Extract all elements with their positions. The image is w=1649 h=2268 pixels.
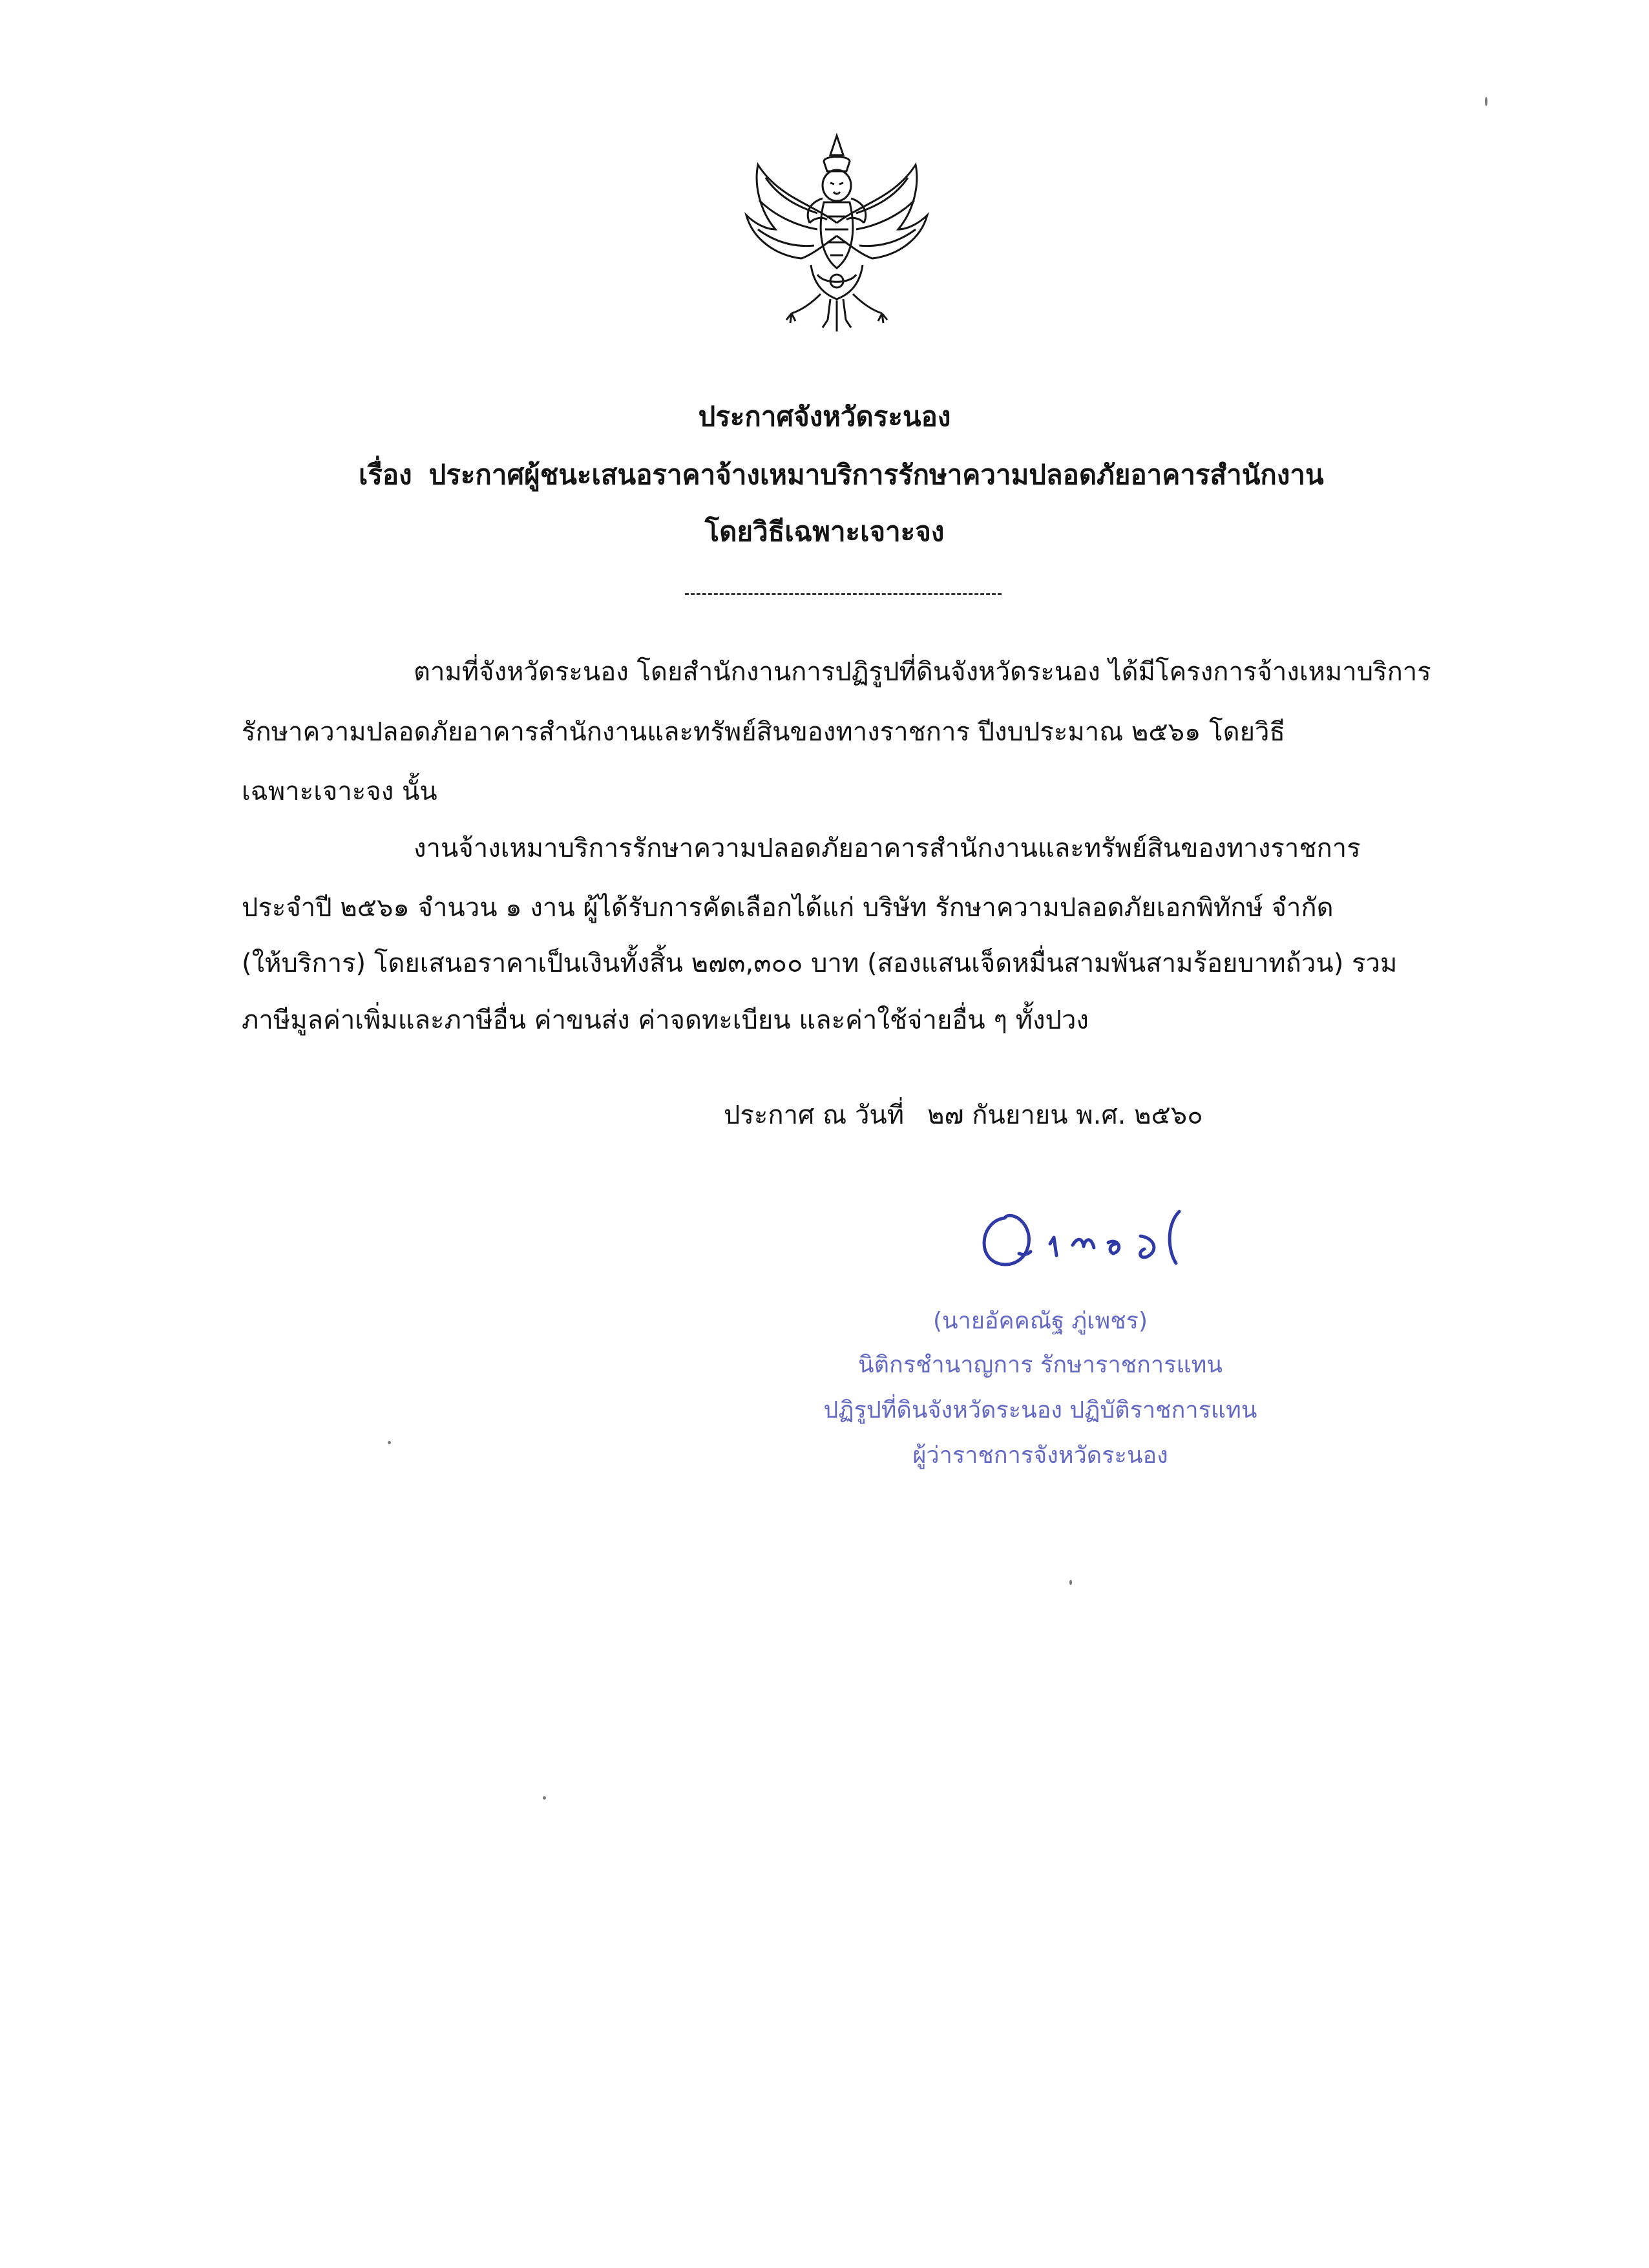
paragraph2-line1: งานจ้างเหมาบริการรักษาความปลอดภัยอาคารสำนักงานและทรัพย์สินของทางราชการ xyxy=(414,834,1361,863)
paragraph1-line3: เฉพาะเจาะจง นั้น xyxy=(242,777,437,806)
garuda-emblem-icon xyxy=(740,126,934,339)
signer-position-1: นิติกรชำนาญการ รักษาราชการแทน xyxy=(857,1352,1223,1378)
document-title: ประกาศจังหวัดระนอง xyxy=(698,401,951,432)
scan-speck xyxy=(1485,97,1487,106)
separator-line xyxy=(685,593,1002,595)
paragraph1-line2: รักษาความปลอดภัยอาคารสำนักงานและทรัพย์สินของทางราชการ ปีงบประมาณ ๒๕๖๑ โดยวิธี xyxy=(242,717,1285,747)
announcement-date xyxy=(724,1094,1203,1135)
paragraph2-line3: (ให้บริการ) โดยเสนอราคาเป็นเงินทั้งสิ้น ๒๗๓,๓๐๐ บาท (สองแสนเจ็ดหมื่นสามพันสามร้อยบาทถ้วน) รวม xyxy=(242,949,1398,978)
paragraph2-line4: ภาษีมูลค่าเพิ่มและภาษีอื่น ค่าขนส่ง ค่าจดทะเบียน และค่าใช้จ่ายอื่น ๆ ทั้งปวง xyxy=(242,1005,1089,1035)
document-subject xyxy=(359,454,1324,496)
subject-label: เรื่อง xyxy=(359,459,412,490)
signer-position-2: ปฏิรูปที่ดินจังหวัดระนอง ปฏิบัติราชการแทน xyxy=(823,1397,1257,1423)
paragraph2-line2: ประจำปี ๒๕๖๑ จำนวน ๑ งาน ผู้ได้รับการคัดเลือกได้แก่ บริษัท รักษาความปลอดภัยเอกพิทักษ์ จำกัด xyxy=(242,893,1334,923)
subject-line-2: โดยวิธีเฉพาะเจาะจง xyxy=(704,516,945,547)
scan-speck xyxy=(543,1796,546,1800)
date-value: ๒๗ กันยายน พ.ศ. ๒๕๖๐ xyxy=(927,1100,1203,1130)
scan-speck xyxy=(388,1441,391,1444)
subject-line-1: ประกาศผู้ชนะเสนอราคาจ้างเหมาบริการรักษาความปลอดภัยอาคารสำนักงาน xyxy=(428,459,1324,490)
signer-name: (นายอัคคณัฐ ภู่เพชร) xyxy=(932,1308,1148,1334)
signer-position-3: ผู้ว่าราชการจังหวัดระนอง xyxy=(912,1442,1168,1469)
paragraph1-line1: ตามที่จังหวัดระนอง โดยสำนักงานการปฏิรูปที่ดินจังหวัดระนอง ได้มีโครงการจ้างเหมาบริการ xyxy=(414,657,1431,687)
scan-speck xyxy=(1069,1580,1072,1585)
date-label: ประกาศ ณ วันที่ xyxy=(724,1100,905,1130)
signature-icon xyxy=(966,1192,1224,1276)
